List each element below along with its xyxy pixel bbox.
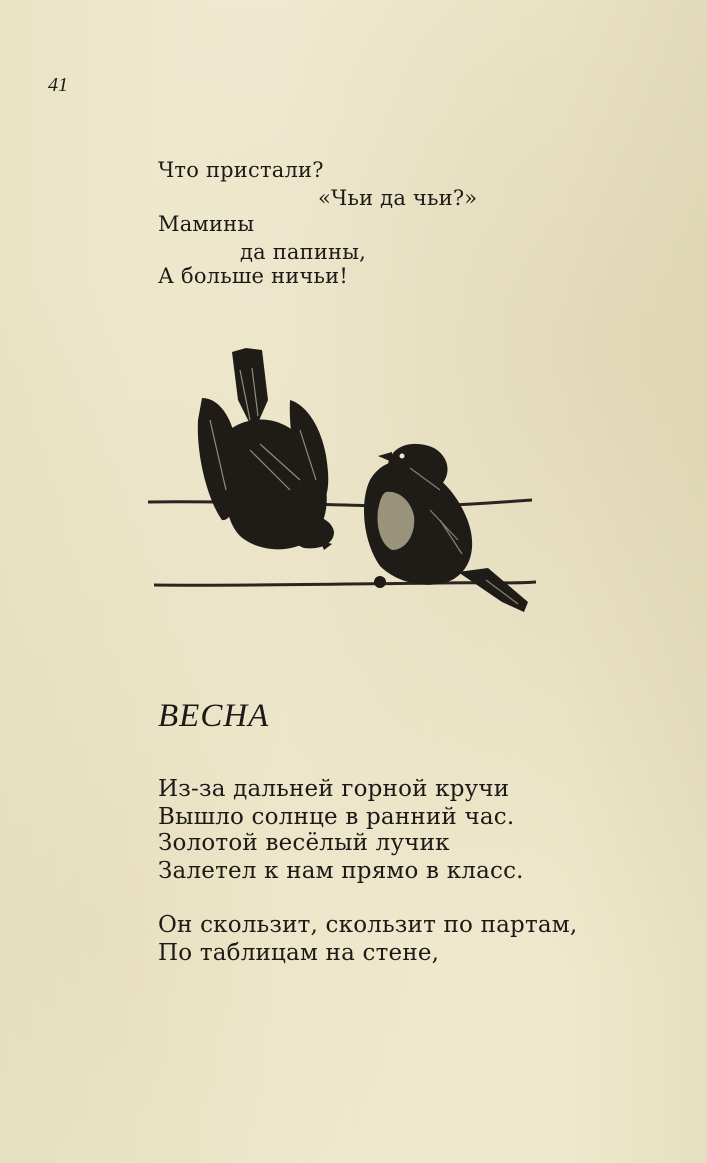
poem2-title: ВЕСНА [158, 698, 270, 734]
poem2-line-1: Из-за дальней горной кручи [158, 776, 510, 802]
right-bird-tail [458, 568, 528, 612]
poem2-line-6: По таблицам на стене, [158, 940, 440, 966]
poem2-line-4: Залетел к нам прямо в класс. [158, 858, 524, 884]
right-bird-beak [378, 452, 392, 462]
page-number: 41 [48, 74, 68, 96]
poem1-line-3: Мамины [158, 212, 255, 236]
poem1-line-5: А больше ничьи! [158, 264, 349, 288]
upper-wire [148, 500, 532, 506]
poem2-line-3: Золотой весёлый лучик [158, 830, 450, 856]
right-bird-eye [400, 454, 405, 459]
poem1-line-1: Что пристали? [158, 158, 324, 182]
poem2-line-2: Вышло солнце в ранний час. [158, 804, 515, 830]
right-bird-foot [374, 576, 386, 588]
poem1-line-2: «Чьи да чьи?» [318, 186, 478, 210]
poem1-line-4: да папины, [240, 240, 367, 264]
poem2-line-5: Он скользит, скользит по партам, [158, 912, 578, 938]
birds-on-wires-illustration [140, 340, 550, 640]
